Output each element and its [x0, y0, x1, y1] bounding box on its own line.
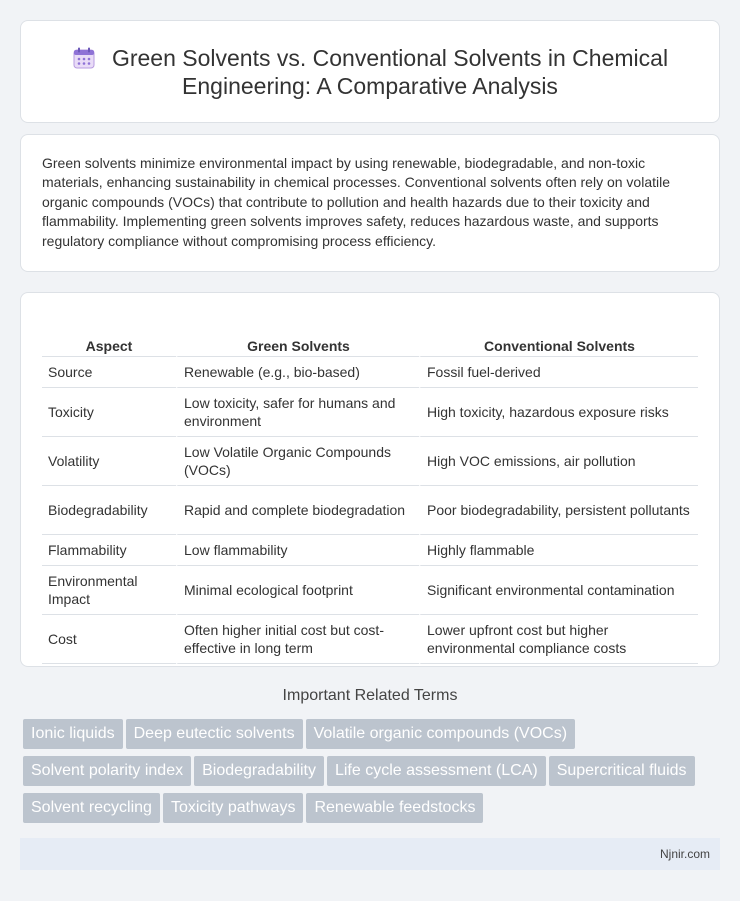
- cell-aspect: Environmental Impact: [42, 566, 176, 615]
- cell-aspect: Source: [42, 357, 176, 388]
- summary-text: Green solvents minimize environmental impact by using renewable, biodegradable, and non-toxic materials, enhancing sustainability in chemical processes. Conventional solvents often rely on volatile organic compounds (VOCs) that contribute to pollution and health hazards due to their toxicity and flammability. Implementing green solvents improves safety, reduces hazardous waste, and supports regulatory compliance without compromising process efficiency.: [42, 155, 670, 249]
- cell-conventional: Lower upfront cost but higher environmental compliance costs: [419, 615, 698, 664]
- title-wrap: [21, 44, 719, 100]
- comparison-table: [42, 313, 698, 664]
- cell-green: Minimal ecological footprint: [176, 566, 419, 615]
- cell-conventional: Fossil fuel-derived: [419, 357, 698, 388]
- header-aspect: Aspect: [42, 313, 176, 357]
- page-title-text: Green Solvents vs. Conventional Solvents in Chemical Engineering: A Comparative Analysis: [111, 45, 669, 99]
- related-terms-title: Important Related Terms: [282, 687, 458, 704]
- table-row: [42, 535, 698, 566]
- cell-aspect: Toxicity: [42, 388, 176, 437]
- table-row: [42, 388, 698, 437]
- table-row: [42, 357, 698, 388]
- comparison-card: [20, 292, 720, 667]
- table-row: [42, 566, 698, 615]
- table-row: [42, 615, 698, 664]
- cell-conventional: Poor biodegradability, persistent pollutants: [419, 486, 698, 535]
- related-terms-tags: [23, 719, 723, 830]
- cell-conventional: High VOC emissions, air pollution: [419, 437, 698, 486]
- cell-aspect: Cost: [42, 615, 176, 664]
- header-conventional-solvents: Conventional Solvents: [419, 313, 698, 357]
- cell-green: Low toxicity, safer for humans and environment: [176, 388, 419, 437]
- cell-aspect: Biodegradability: [42, 486, 176, 535]
- tag-row: [23, 793, 723, 830]
- cell-green: Renewable (e.g., bio-based): [176, 357, 419, 388]
- tag-vocs[interactable]: Volatile organic compounds (VOCs): [306, 719, 575, 749]
- tag-ionic-liquids[interactable]: Ionic liquids: [23, 719, 123, 749]
- tag-row: [23, 756, 723, 793]
- tag-row: [23, 719, 723, 756]
- footer-site[interactable]: Njnir.com: [659, 847, 710, 861]
- cell-green: Often higher initial cost but cost-effective in long term: [176, 615, 419, 664]
- cell-conventional: High toxicity, hazardous exposure risks: [419, 388, 698, 437]
- tag-renewable-feedstocks[interactable]: Renewable feedstocks: [306, 793, 483, 823]
- tag-toxicity-pathways[interactable]: Toxicity pathways: [163, 793, 304, 823]
- calendar-icon: [72, 47, 96, 69]
- tag-supercritical-fluids[interactable]: Supercritical fluids: [549, 756, 695, 786]
- cell-aspect: Flammability: [42, 535, 176, 566]
- cell-green: Rapid and complete biodegradation: [176, 486, 419, 535]
- tag-solvent-polarity-index[interactable]: Solvent polarity index: [23, 756, 191, 786]
- tag-solvent-recycling[interactable]: Solvent recycling: [23, 793, 160, 823]
- table-row: [42, 437, 698, 486]
- header-green-solvents: Green Solvents: [176, 313, 419, 357]
- cell-green: Low Volatile Organic Compounds (VOCs): [176, 437, 419, 486]
- cell-conventional: Highly flammable: [419, 535, 698, 566]
- cell-green: Low flammability: [176, 535, 419, 566]
- header-card: [20, 20, 720, 123]
- tag-biodegradability[interactable]: Biodegradability: [194, 756, 324, 786]
- tag-deep-eutectic-solvents[interactable]: Deep eutectic solvents: [126, 719, 303, 749]
- table-header-row: [42, 313, 698, 357]
- cell-aspect: Volatility: [42, 437, 176, 486]
- page-title: [21, 44, 719, 100]
- tag-life-cycle-assessment[interactable]: Life cycle assessment (LCA): [327, 756, 546, 786]
- footer: [20, 838, 720, 870]
- summary-card: [20, 134, 720, 272]
- cell-conventional: Significant environmental contamination: [419, 566, 698, 615]
- table-row: [42, 486, 698, 535]
